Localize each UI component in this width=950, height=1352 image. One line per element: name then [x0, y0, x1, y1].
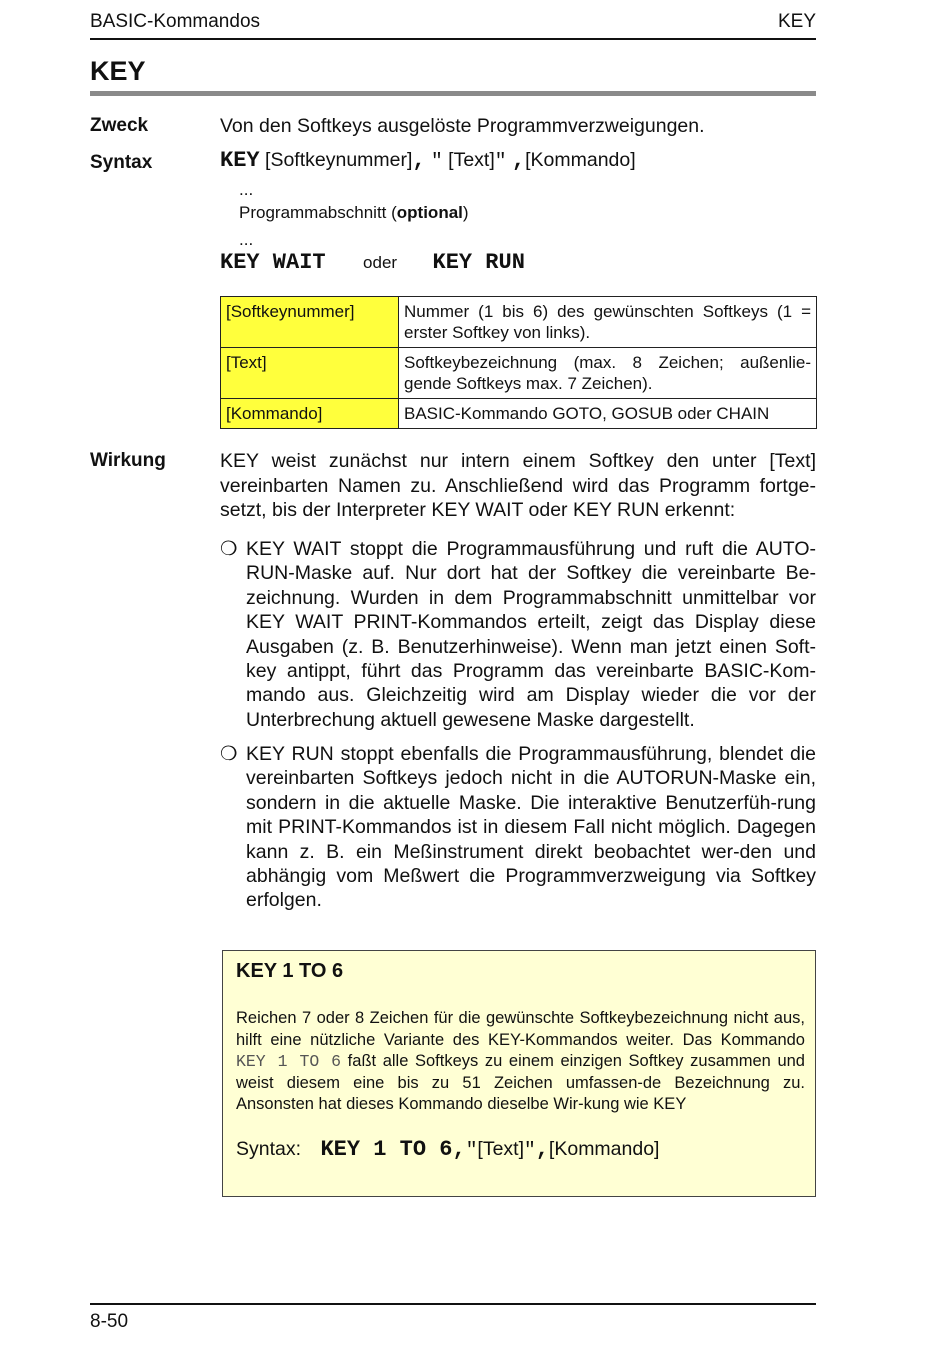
syntax-separator: , [452, 1137, 466, 1162]
syntax-label: Syntax [90, 152, 153, 173]
syntax-keyword: KEY [220, 148, 260, 173]
param-description: Softkeybezeichnung (max. 8 Zeichen; außenlie-gende Softkeys max. 7 Zeichen). [399, 348, 817, 399]
wirkung-text: KEY weist zunächst nur intern einem Softkey den unter [Text] vereinbarten Namen zu. Anschließend wird das Programm fortge-setzt, bis der Interpreter KEY WAIT oder KEY RUN erkennt: [220, 450, 816, 521]
title-rule [90, 91, 816, 96]
note-syntax [236, 1137, 659, 1162]
syntax-quote: " [494, 150, 507, 172]
param-name: [Kommando] [221, 399, 399, 429]
syntax-terminators [220, 250, 525, 275]
page-number: 8-50 [90, 1311, 129, 1332]
keyword-key-run: KEY RUN [432, 250, 525, 275]
param-name: [Text] [221, 348, 399, 399]
zweck-label: Zweck [90, 115, 149, 136]
page-title: KEY [90, 56, 146, 86]
header-chapter: BASIC-Kommandos [90, 11, 261, 32]
syntax-program-section: Programmabschnitt (optional) [239, 203, 469, 222]
note-text: Reichen 7 oder 8 Zeichen für die gewünschte Softkeybezeichnung nicht aus, hilft eine nützliche Variante des KEY-Kommandos weiter. Das Kommando KEY 1 TO 6 faßt alle Softkeys zu einem einzigen Softkey zusammen und weist diesem eine bis zu 51 Zeichen umfassen-de Bezeichnung zu. Ansonsten hat dieses Kommando dieselbe Wir-kung wie KEY [236, 1009, 805, 1113]
syntax-separator: , [535, 1137, 549, 1162]
syntax-ellipsis: ... [239, 230, 254, 249]
syntax-quote: " [524, 1139, 536, 1161]
footer-rule [90, 1303, 816, 1305]
param-description: BASIC-Kommando GOTO, GOSUB oder CHAIN [399, 399, 817, 429]
syntax-main [220, 148, 636, 173]
note-title: KEY 1 TO 6 [236, 960, 344, 982]
syntax-separator: , [511, 148, 526, 173]
syntax-quote: " [431, 150, 443, 172]
running-header [90, 11, 816, 35]
list-item [220, 537, 816, 732]
syntax-param-text: [Text] [442, 149, 495, 171]
bullet-circle-icon: ❍ [220, 538, 238, 560]
syntax-param-softkeynummer: [Softkeynummer] [259, 149, 413, 171]
header-topic: KEY [777, 11, 816, 32]
parameter-table [220, 296, 817, 429]
list-item [220, 742, 816, 913]
optional-marker: optional [396, 203, 463, 222]
table-row [221, 297, 817, 348]
table-row [221, 399, 817, 429]
bullet-circle-icon: ❍ [220, 743, 238, 765]
param-description: Nummer (1 bis 6) des gewünschten Softkeys (1 = erster Softkey von links). [399, 297, 817, 348]
bullet-text-key-wait: KEY WAIT stoppt die Programmausführung und ruft die AUTO-RUN-Maske auf. Nur dort hat der Softkey die vereinbarte Be-zeichnung. Wurden in dem Programmabschnitt unmittelbar vor KEY WAIT PRINT-Kommandos erteilt, zeigt das Display diese Ausgaben (z. B. Benutzerhinweise). Wenn man jetzt einen Soft-key antippt, führt das Programm das vereinbarte BASIC-Kom-mando aus. Gleichzeitig wird am Display wieder die vor der Unterbrechung aktuell gewesene Maske dargestellt. [246, 538, 816, 731]
syntax-oder: oder [363, 253, 398, 272]
note-syntax-keyword: KEY 1 TO 6 [320, 1137, 453, 1162]
note-box [222, 950, 816, 1197]
note-syntax-param-kommando: [Kommando] [548, 1138, 660, 1160]
note-inline-code: KEY 1 TO 6 [236, 1052, 342, 1071]
syntax-ellipsis: ... [239, 180, 254, 199]
manual-page [90, 0, 816, 1352]
table-row [221, 348, 817, 399]
syntax-param-kommando: [Kommando] [525, 149, 636, 171]
keyword-key-wait: KEY WAIT [220, 250, 326, 275]
syntax-separator: , [412, 148, 426, 173]
bullet-text-key-run: KEY RUN stoppt ebenfalls die Programmausführung, blendet die vereinbarten Softkeys jedoch nicht in die AUTORUN-Maske ein, sondern in die aktuelle Maske. Die interaktive Benutzerfüh-rung mit PRINT-Kommandos ist in diesem Fall nicht möglich. Dagegen kann z. B. ein Meßinstrument direkt beobachtet wer-den und abhängig vom Meßwert die Programmverzweigung via Softkey erfolgen. [246, 743, 816, 912]
param-name: [Softkeynummer] [221, 297, 399, 348]
header-rule [90, 38, 816, 40]
wirkung-label: Wirkung [90, 450, 166, 471]
note-syntax-param-text: [Text] [477, 1138, 525, 1160]
zweck-text: Von den Softkeys ausgelöste Programmverzweigungen. [220, 115, 705, 137]
note-syntax-label: Syntax: [236, 1138, 302, 1160]
syntax-quote: " [465, 1139, 478, 1161]
